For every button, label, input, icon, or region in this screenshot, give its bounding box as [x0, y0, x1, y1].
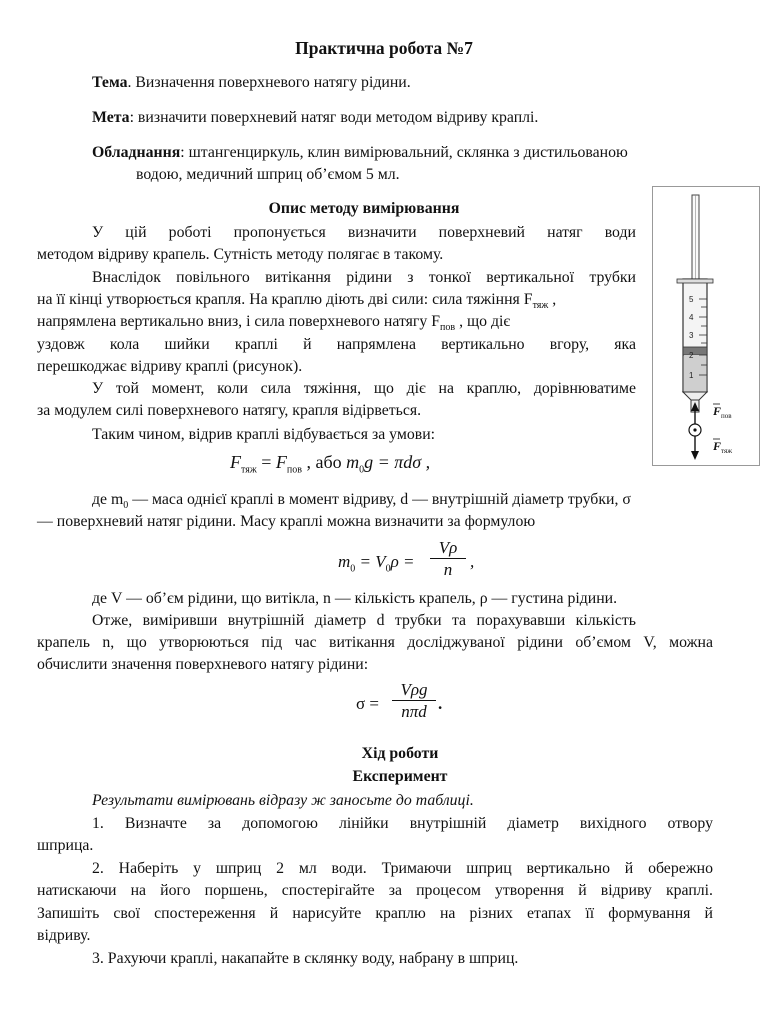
- paragraph-4-line-1: Таким чином, відрив краплі відбувається за умови:: [92, 426, 436, 443]
- scale-mark-3: 3: [689, 331, 694, 340]
- goal-line: [92, 107, 538, 129]
- step-2-line-3: Запишіть свої спостереження й нарисуйте краплю на різних етапах її формування й: [37, 905, 713, 922]
- equipment-line: [92, 142, 628, 164]
- formula-force-balance: $F_{тяж} = F_{пов}$ , або $m_0g = \pi d\sigma$ ,: [230, 452, 431, 476]
- step-1-line-1: 1. Визначте за допомогою лінійки внутрішній діаметр вихідного отвору: [92, 815, 713, 832]
- scale-mark-2: 2: [689, 351, 694, 360]
- paragraph-2-line-5: перешкоджає відриву краплі (рисунок).: [37, 358, 303, 375]
- goal-label: Мета: [92, 109, 130, 126]
- syringe-diagram: [653, 187, 759, 465]
- equipment-label: Обладнання: [92, 144, 181, 161]
- plunger-head: [683, 347, 707, 355]
- scale-mark-4: 4: [689, 313, 694, 322]
- page-title: Практична робота №7: [295, 38, 473, 58]
- paragraph-5-line-1: де $m_0$ — маса однієї краплі в момент відриву, d — внутрішній діаметр трубки, σ: [92, 491, 631, 512]
- paragraph-2-line-1: Внаслідок повільного витікання рідини з тонкої вертикальної трубки: [92, 269, 636, 286]
- force-down-label: $F_{тяж}$: [713, 439, 733, 455]
- equipment-text-2: водою, медичний шприц об’ємом 5 мл.: [136, 166, 400, 183]
- step-1-line-2: шприца.: [37, 837, 94, 854]
- paragraph-7-line-1: Отже, виміривши внутрішній діаметр d трубки та порахувавши кількість: [92, 612, 636, 629]
- step-3-line-1: 3. Рахуючи краплі, накапайте в склянку воду, набрану в шприц.: [92, 950, 519, 967]
- force-up-label: $F_{пов}$: [713, 404, 732, 420]
- paragraph-3-line-2: за модулем силі поверхневого натягу, крапля відірветься.: [37, 402, 422, 419]
- equipment-text: : штангенциркуль, клин вимірювальний, склянка з дистильованою: [180, 144, 628, 161]
- goal-text: : визначити поверхневий натяг води методом відриву краплі.: [129, 109, 539, 126]
- results-note: Результати вимірювань відразу ж заносьте до таблиці.: [92, 792, 474, 809]
- paragraph-3-line-1: У той момент, коли сила тяжіння, що діє на краплю, дорівнюватиме: [92, 380, 636, 397]
- step-2-line-1: 2. Наберіть у шприц 2 мл води. Тримаючи шприц вертикально й обережно: [92, 860, 713, 877]
- paragraph-7-line-2: крапель n, що утворюються під час витікання досліджуваної рідини об’ємом V, можна: [37, 634, 713, 651]
- syringe-figure: [652, 186, 760, 466]
- paragraph-2-line-3: напрямлена вертикально вниз, і сила поверхневого натягу $F_{пов}$ , що діє: [37, 313, 511, 334]
- step-2-line-2: натискаючи на його поршень, спостерігайте за процесом утворення й відриву краплі.: [37, 882, 713, 899]
- experiment-heading: Експеримент: [352, 768, 448, 785]
- topic-label: Тема: [92, 74, 128, 91]
- scale-mark-1: 1: [689, 371, 694, 380]
- paragraph-2-line-4: уздовж кола шийки краплі й напрямлена вертикально вгору, яка: [37, 336, 636, 353]
- work-heading: Хід роботи: [361, 745, 439, 762]
- paragraph-6-line-1: де V — об’єм рідини, що витікла, n — кількість крапель, ρ — густина рідини.: [92, 590, 618, 607]
- liquid-column: [684, 355, 706, 391]
- paragraph-1-line-2: методом відриву крапель. Сутність методу полягає в такому.: [37, 246, 444, 263]
- paragraph-2-line-2: на її кінці утворюється крапля. На краплю діють дві сили: сила тяжіння $F_{тяж}$ ,: [37, 291, 557, 312]
- paragraph-5-line-2: — поверхневий натяг рідини. Масу краплі можна визначити за формулою: [37, 513, 536, 530]
- paragraph-7-line-3: обчислити значення поверхневого натягу рідини:: [37, 656, 369, 673]
- topic-text: . Визначення поверхневого натягу рідини.: [127, 74, 411, 91]
- topic-line: [92, 72, 411, 94]
- scale-mark-5: 5: [689, 295, 694, 304]
- step-2-line-4: відриву.: [37, 927, 91, 944]
- method-heading: Опис методу вимірювання: [268, 200, 460, 217]
- paragraph-1-line-1: У цій роботі пропонується визначити поверхневий натяг води: [92, 224, 636, 241]
